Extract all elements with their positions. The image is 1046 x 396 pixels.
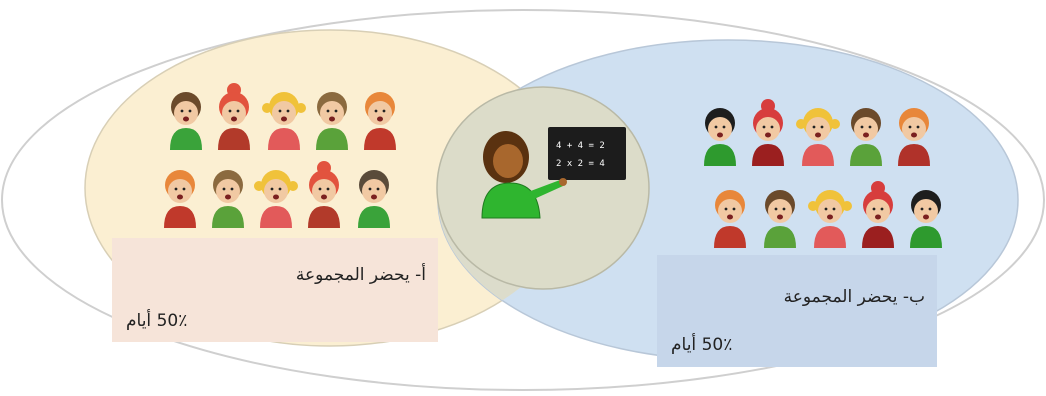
group-b-label-line1: ب- يحضر المجموعة bbox=[783, 287, 925, 307]
blackboard-line-1: 4 + 4 = 2 bbox=[556, 141, 605, 151]
group-a-label-line2: 50٪ أيام bbox=[126, 311, 188, 331]
group-b-label-box bbox=[657, 255, 937, 367]
group-b-label-line2: 50٪ أيام bbox=[671, 335, 733, 355]
group-a-label-box bbox=[112, 238, 438, 342]
group-a-label-line1: أ- يحضر المجموعة bbox=[295, 265, 426, 285]
blackboard bbox=[548, 127, 626, 180]
blackboard-line-2: 2 x 2 = 4 bbox=[556, 159, 605, 169]
